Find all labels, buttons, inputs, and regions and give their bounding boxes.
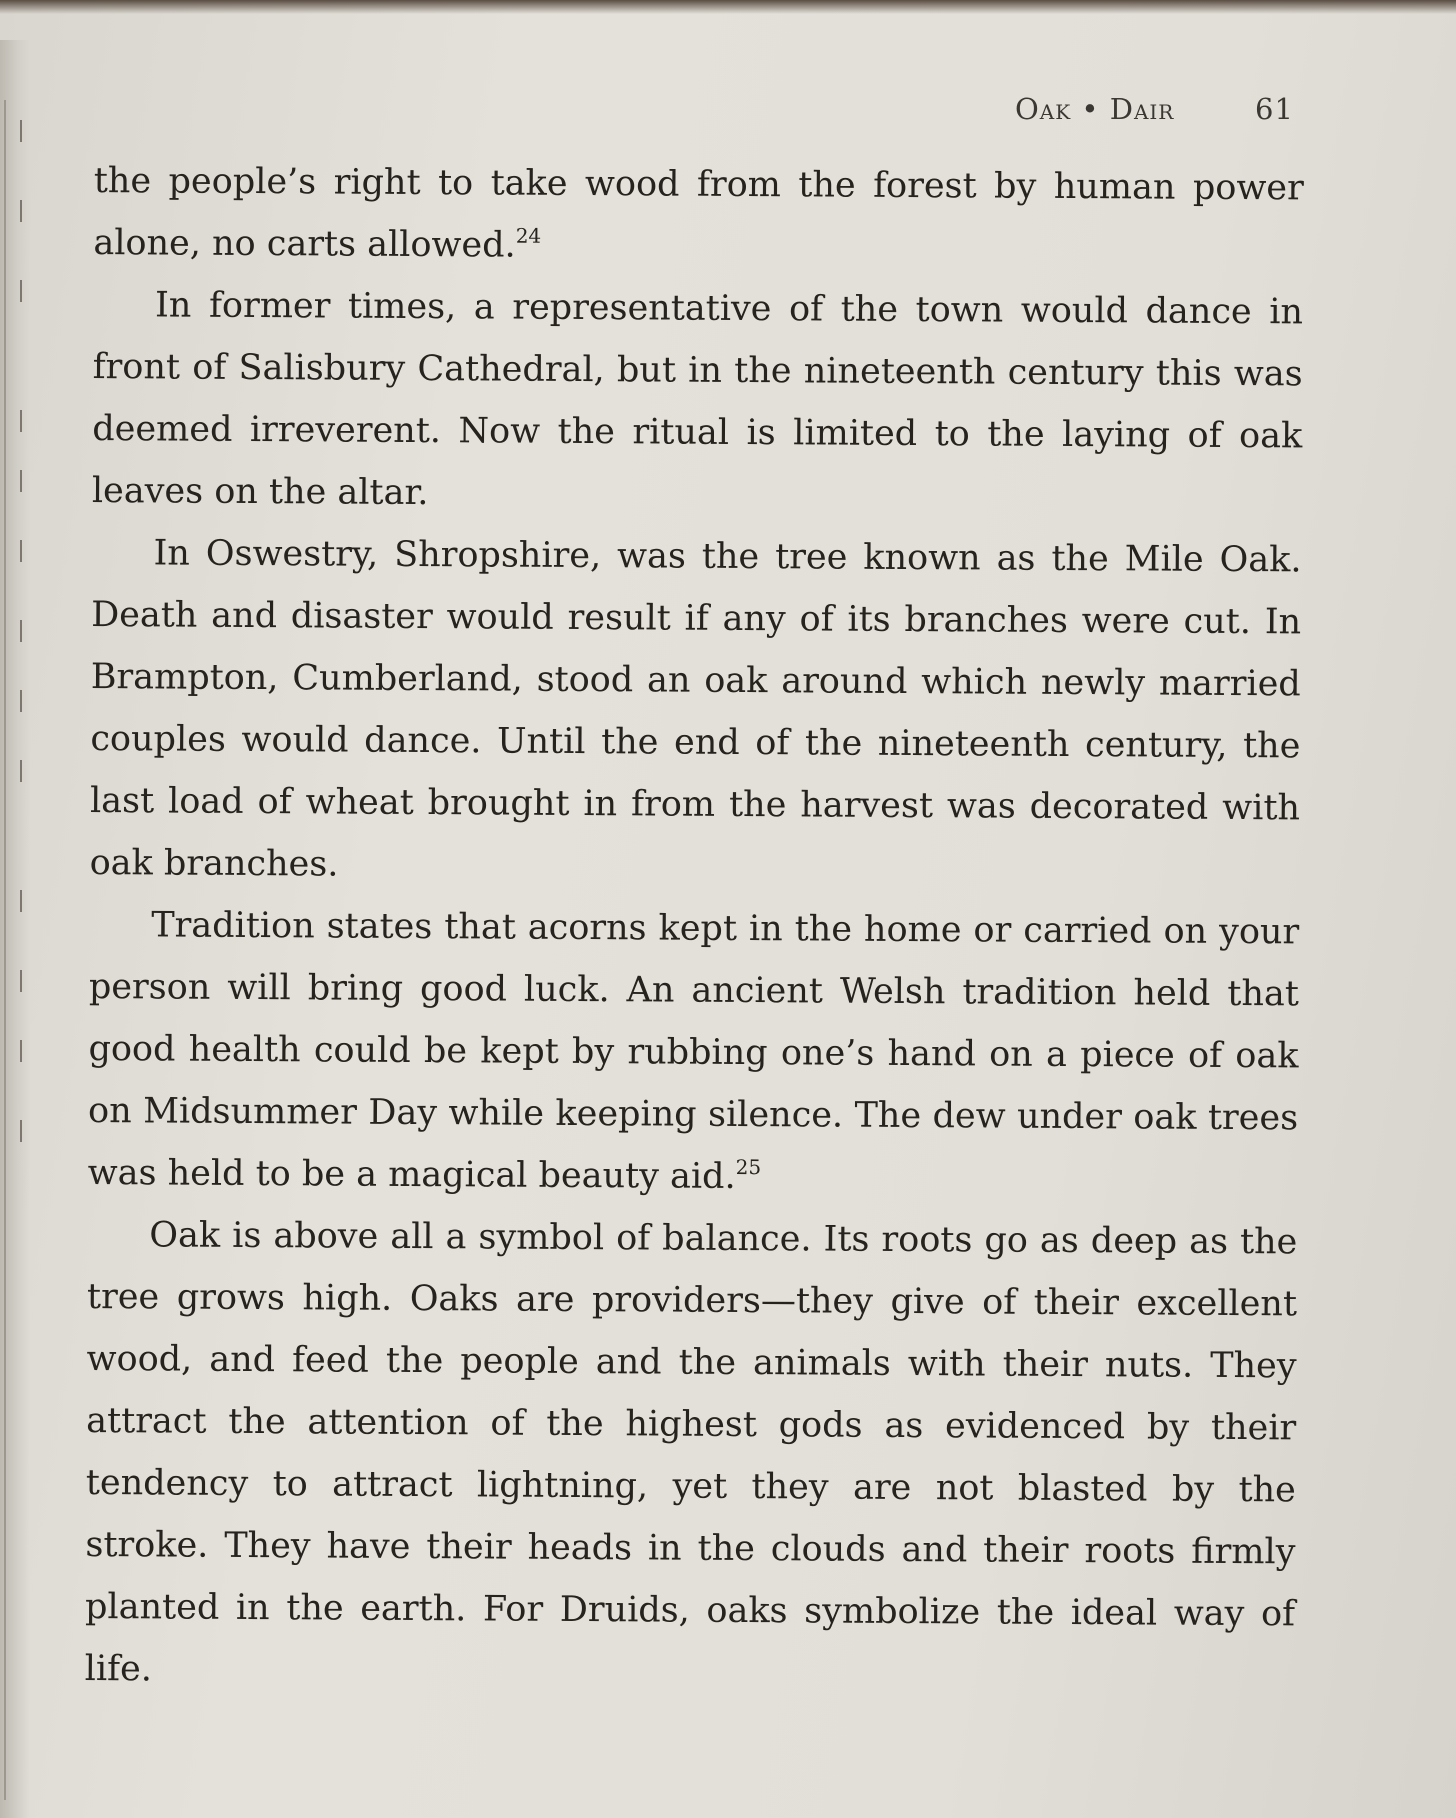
body-text — [84, 150, 1304, 1690]
paragraph — [92, 274, 1303, 529]
paragraph-text: Tradition states that acorns kept in the home or carried on your person will bring good luck. An ancient Welsh tradition held that good health could be kept by rubbing one’s hand on a piece of oak on Midsummer Day while keeping silence. The dew under oak trees was held to be a magical beauty aid. — [87, 905, 1300, 1197]
footnote-reference: 25 — [735, 1154, 762, 1180]
page-edge-mark — [20, 200, 22, 222]
paragraph-text: the people’s right to take wood from the forest by human power alone, no carts allowed. — [93, 160, 1304, 266]
page-edge-mark — [20, 690, 22, 712]
paragraph — [93, 150, 1304, 281]
page-edge-mark — [20, 280, 22, 302]
page-header — [1015, 92, 1375, 136]
page-edge-mark — [20, 1040, 22, 1062]
page-number: 61 — [1255, 92, 1294, 126]
page-edge-mark — [20, 760, 22, 782]
page-edge-mark — [20, 410, 22, 432]
paragraph-text: In Oswestry, Shropshire, was the tree known as the Mile Oak. Death and disaster would result if any of its branches were cut. In Brampton, Cumberland, stood an oak around which newly married couples would dance. Until the end of the nineteenth century, the last load of wheat brought in from the harvest was decorated with oak branches. — [89, 533, 1302, 885]
book-spine — [0, 40, 30, 1818]
paragraph — [89, 522, 1301, 901]
page-edge-mark — [20, 890, 22, 912]
paragraph-text: Oak is above all a symbol of balance. Its roots go as deep as the tree grows high. Oaks are providers—they give of their excellent wood, and feed the people and the animals with their nuts. They attract the attention of the highest gods as evidenced by their tendency to attract lightning, yet they are not blasted by the stroke. They have their heads in the clouds and their roots firmly planted in the earth. For Druids, oaks symbolize the ideal way of life. — [84, 1215, 1298, 1690]
paragraph — [88, 894, 1300, 1211]
page-edge-mark — [20, 970, 22, 992]
page-edge-mark — [20, 120, 22, 142]
page-edge-mark — [20, 540, 22, 562]
page-top-shadow — [0, 0, 1456, 14]
spine-line — [4, 100, 6, 1800]
page-edge-mark — [20, 470, 22, 492]
paragraph-text: In former times, a representative of the town would dance in front of Salisbury Cathedral, but in the nineteenth century this was deemed irreverent. Now the ritual is limited to the laying of oak leaves on the altar. — [91, 285, 1304, 514]
page-edge-mark — [20, 1120, 22, 1142]
footnote-reference: 24 — [515, 223, 542, 248]
running-head: Oak • Dair — [1015, 92, 1175, 126]
paragraph — [85, 1204, 1298, 1707]
page-edge-mark — [20, 620, 22, 642]
